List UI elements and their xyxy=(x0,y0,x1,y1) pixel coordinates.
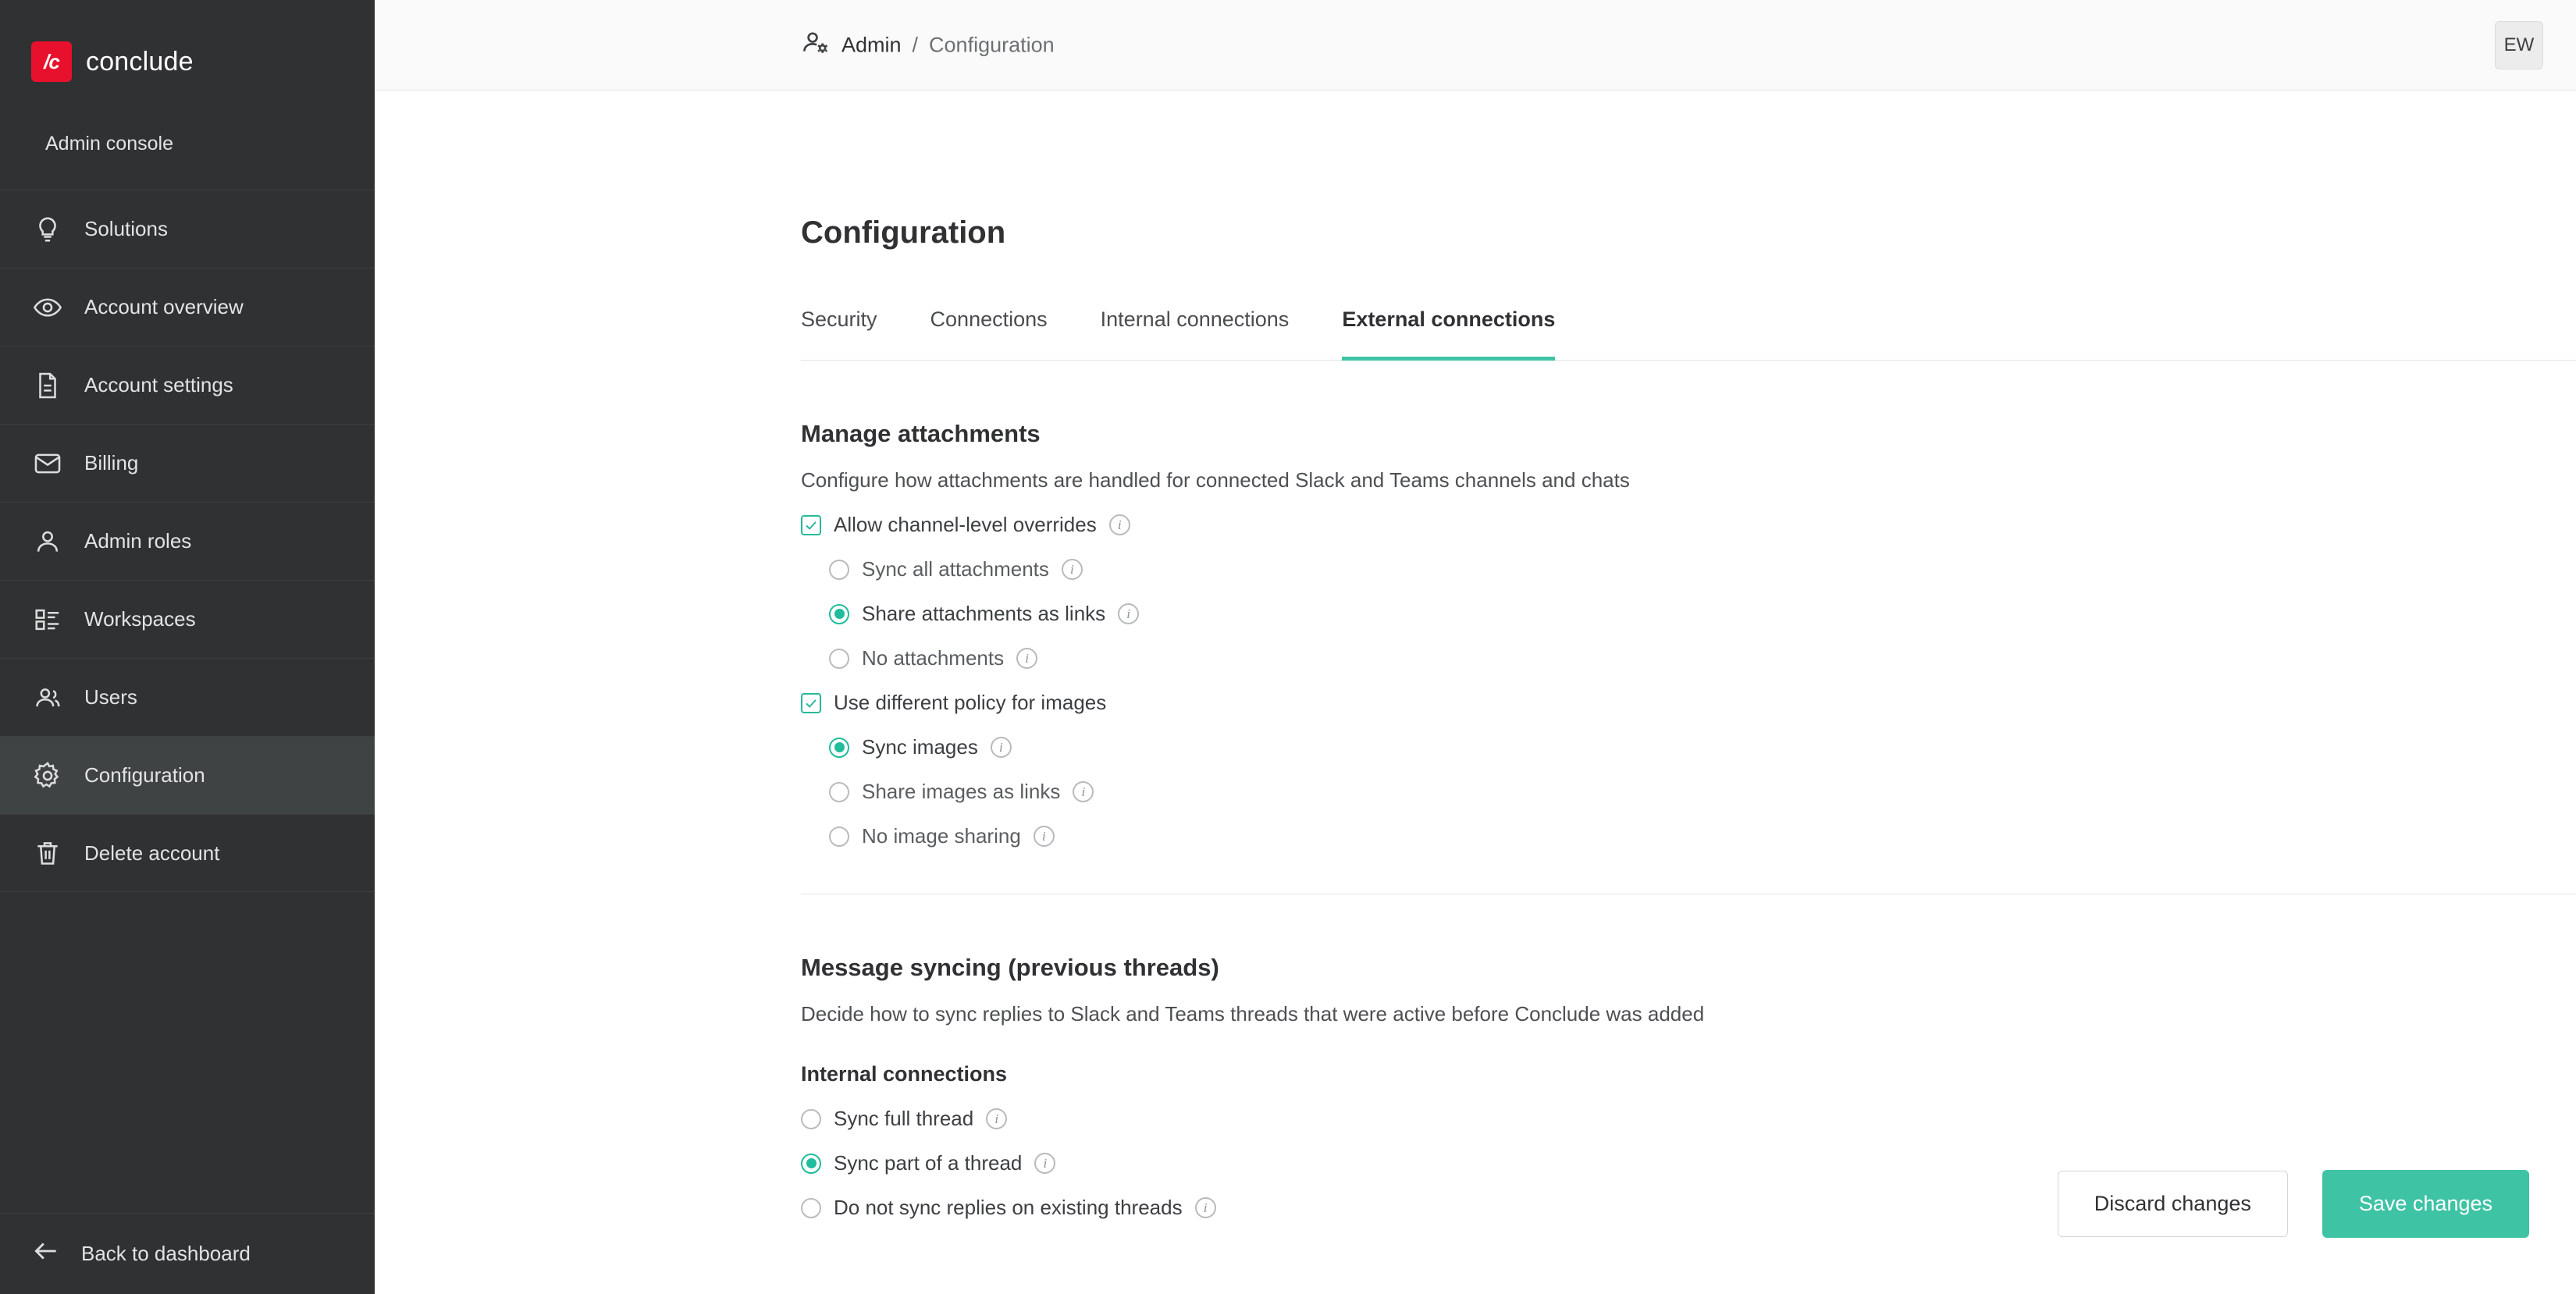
info-icon[interactable]: i xyxy=(1016,648,1037,669)
admin-console-title: Admin console xyxy=(45,133,173,155)
person-icon xyxy=(31,525,64,558)
sidebar-item-label: Admin roles xyxy=(84,529,192,553)
sync-full-thread-label: Sync full thread xyxy=(834,1107,974,1130)
allow-channel-overrides-checkbox[interactable] xyxy=(801,515,821,535)
allow-channel-overrides-label: Allow channel-level overrides xyxy=(834,513,1097,536)
info-icon[interactable]: i xyxy=(1195,1197,1216,1218)
no-attachments-label: No attachments xyxy=(862,646,1005,670)
no-attachments-row[interactable] xyxy=(829,646,2576,670)
info-icon[interactable]: i xyxy=(1034,826,1055,847)
share-images-as-links-row[interactable] xyxy=(829,780,2576,804)
share-attachments-as-links-label: Share attachments as links xyxy=(862,602,1106,625)
users-icon xyxy=(31,681,64,714)
allow-channel-overrides-row[interactable] xyxy=(801,513,2576,537)
info-icon[interactable]: i xyxy=(986,1108,1007,1129)
content-area xyxy=(375,91,2576,1294)
use-different-policy-for-images-checkbox[interactable] xyxy=(801,693,821,713)
no-attachments-radio[interactable] xyxy=(829,649,849,669)
sidebar-item-label: Users xyxy=(84,685,137,709)
sidebar xyxy=(0,0,375,1294)
sidebar-item-label: Billing xyxy=(84,451,139,475)
share-images-as-links-label: Share images as links xyxy=(862,780,1061,803)
gear-icon xyxy=(31,759,64,792)
info-icon[interactable]: i xyxy=(1118,603,1139,624)
discard-changes-button[interactable]: Discard changes xyxy=(2058,1171,2288,1237)
message-syncing-title: Message syncing (previous threads) xyxy=(801,954,1219,981)
message-syncing-description: Decide how to sync replies to Slack and Teams threads that were active before Conclude was added xyxy=(801,1002,1705,1026)
info-icon[interactable]: i xyxy=(1034,1153,1055,1174)
sidebar-item-label: Workspaces xyxy=(84,607,196,631)
info-icon[interactable]: i xyxy=(1073,781,1094,802)
admin-user-icon xyxy=(801,27,831,62)
sync-all-attachments-row[interactable] xyxy=(829,557,2576,581)
no-image-sharing-row[interactable] xyxy=(829,824,2576,848)
back-to-dashboard-label: Back to dashboard xyxy=(81,1242,251,1265)
no-image-sharing-radio[interactable] xyxy=(829,827,849,847)
sync-images-row[interactable] xyxy=(829,735,2576,759)
manage-attachments-description: Configure how attachments are handled for connected Slack and Teams channels and chats xyxy=(801,468,1630,492)
page-title: Configuration xyxy=(801,215,1006,250)
tab-security[interactable]: Security xyxy=(801,308,877,331)
sidebar-item-users[interactable] xyxy=(0,658,375,736)
eye-icon xyxy=(31,291,64,324)
use-different-policy-for-images-row[interactable] xyxy=(801,691,2576,715)
sync-part-of-thread-radio[interactable] xyxy=(801,1154,821,1174)
share-attachments-as-links-row[interactable] xyxy=(829,602,2576,626)
do-not-sync-replies-label: Do not sync replies on existing threads xyxy=(834,1196,1183,1219)
manage-attachments-title: Manage attachments xyxy=(801,420,1041,447)
sidebar-item-admin-roles[interactable] xyxy=(0,502,375,580)
manage-attachments-section xyxy=(801,420,2576,848)
sidebar-item-workspaces[interactable] xyxy=(0,580,375,658)
brand-logo[interactable] xyxy=(0,0,375,123)
tab-external-connections[interactable]: External connections xyxy=(1342,308,1555,361)
main-area xyxy=(375,0,2576,1294)
document-icon xyxy=(31,369,64,402)
trash-icon xyxy=(31,837,64,869)
info-icon[interactable]: i xyxy=(1109,514,1130,535)
sidebar-item-account-overview[interactable] xyxy=(0,268,375,346)
sidebar-item-label: Account settings xyxy=(84,373,233,396)
do-not-sync-replies-radio[interactable] xyxy=(801,1198,821,1218)
avatar[interactable]: EW xyxy=(2495,21,2543,69)
breadcrumb-separator: / xyxy=(912,33,919,56)
use-different-policy-for-images-label: Use different policy for images xyxy=(834,691,1107,714)
footer-actions xyxy=(2058,1170,2529,1238)
tab-internal-connections[interactable]: Internal connections xyxy=(1100,308,1290,331)
sync-full-thread-row[interactable] xyxy=(801,1107,2576,1131)
sidebar-item-billing[interactable] xyxy=(0,424,375,502)
sync-part-of-thread-label: Sync part of a thread xyxy=(834,1151,1023,1175)
sidebar-spacer xyxy=(0,892,375,1213)
sidebar-item-delete-account[interactable] xyxy=(0,814,375,892)
brand-mark: /c xyxy=(31,41,72,82)
sync-full-thread-radio[interactable] xyxy=(801,1109,821,1129)
sidebar-item-account-settings[interactable] xyxy=(0,346,375,424)
share-attachments-as-links-radio[interactable] xyxy=(829,604,849,624)
info-icon[interactable]: i xyxy=(1062,559,1083,580)
breadcrumb-root[interactable]: Admin xyxy=(841,33,902,56)
topbar xyxy=(375,0,2576,91)
sidebar-item-label: Account overview xyxy=(84,295,244,318)
sidebar-item-label: Configuration xyxy=(84,763,205,787)
sidebar-item-solutions[interactable] xyxy=(0,190,375,268)
sync-all-attachments-radio[interactable] xyxy=(829,560,849,580)
save-changes-button[interactable]: Save changes xyxy=(2322,1170,2529,1238)
back-to-dashboard-button[interactable] xyxy=(0,1213,375,1294)
breadcrumb-current: Configuration xyxy=(929,33,1055,56)
brand-name: conclude xyxy=(86,46,194,76)
tab-connections[interactable]: Connections xyxy=(930,308,1048,331)
no-image-sharing-label: No image sharing xyxy=(862,824,1021,848)
sync-images-radio[interactable] xyxy=(829,738,849,758)
internal-connections-subtitle: Internal connections xyxy=(801,1062,1008,1086)
tab-bar xyxy=(801,307,2576,361)
list-icon xyxy=(31,603,64,636)
sidebar-item-label: Delete account xyxy=(84,841,220,865)
lightbulb-icon xyxy=(31,213,64,246)
share-images-as-links-radio[interactable] xyxy=(829,782,849,802)
sidebar-nav xyxy=(0,190,375,892)
sync-images-label: Sync images xyxy=(862,735,978,759)
mail-icon xyxy=(31,447,64,480)
sync-all-attachments-label: Sync all attachments xyxy=(862,557,1049,581)
info-icon[interactable]: i xyxy=(991,737,1012,758)
sidebar-item-configuration[interactable] xyxy=(0,736,375,814)
sidebar-item-label: Solutions xyxy=(84,217,168,240)
breadcrumb xyxy=(801,27,1055,62)
arrow-left-icon xyxy=(31,1236,61,1271)
